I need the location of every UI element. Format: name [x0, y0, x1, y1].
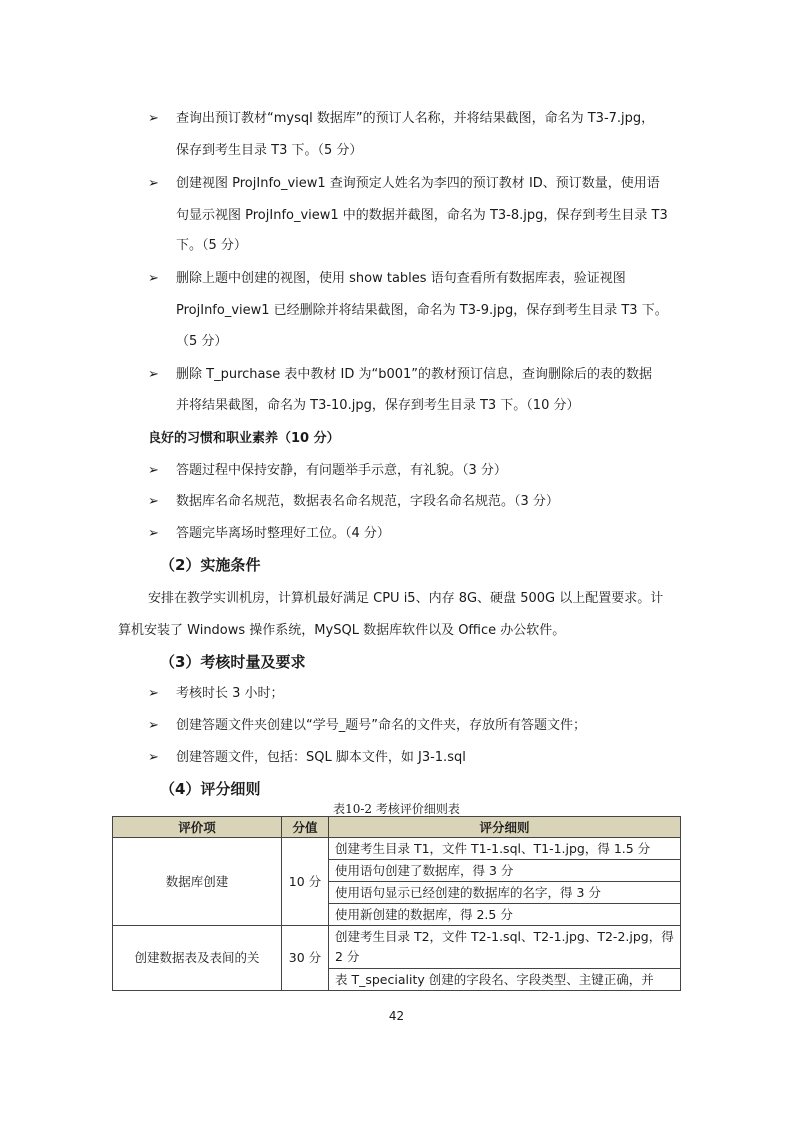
task-line: ProjInfo_view1 已经删除并将结果截图，命名为 T3-9.jpg，保存到考生目录 T3 下。	[176, 303, 668, 318]
score-cell: 30 分	[282, 926, 329, 991]
task-line: 删除 T_purchase 表中教材 ID 为“b001”的教材预订信息，查询删除后的表的数据	[176, 367, 653, 382]
item-cell: 创建数据表及表间的关	[113, 926, 282, 991]
habits-heading: 良好的习惯和职业素养（10 分）	[148, 431, 340, 446]
bullet-icon: ➢	[148, 271, 159, 286]
task-line: 查询出预订教材“mysql 数据库”的预订人名称，并将结果截图，命名为 T3-7.jpg，	[176, 111, 655, 126]
bullet-icon: ➢	[148, 367, 159, 382]
table-row	[113, 838, 681, 860]
habit-item: 答题过程中保持安静，有问题举手示意，有礼貌。（3 分）	[176, 463, 507, 478]
bullet-icon: ➢	[148, 526, 159, 541]
bullet-icon: ➢	[148, 463, 159, 478]
requirement-item: 考核时长 3 小时；	[176, 686, 284, 701]
detail-cell: 使用语句创建了数据库，得 3 分	[329, 860, 681, 882]
detail-cell: 创建考生目录 T2，文件 T2-1.sql、T2-1.jpg、T2-2.jpg，得 2 分	[329, 926, 681, 969]
bullet-icon: ➢	[148, 686, 159, 701]
task-line: 保存到考生目录 T3 下。（5 分）	[176, 143, 363, 158]
item-cell: 数据库创建	[113, 838, 282, 926]
paragraph-line: 安排在教学实训机房，计算机最好满足 CPU i5、内存 8G、硬盘 500G 以上配置要求。计	[148, 591, 664, 606]
column-header: 评价项	[113, 817, 282, 838]
detail-cell: 使用语句显示已经创建的数据库的名字，得 3 分	[329, 882, 681, 904]
bullet-icon: ➢	[148, 176, 159, 191]
detail-cell: 使用新创建的数据库，得 2.5 分	[329, 904, 681, 926]
bullet-icon: ➢	[148, 718, 159, 733]
task-line: 并将结果截图，命名为 T3-10.jpg，保存到考生目录 T3 下。（10 分）	[176, 398, 580, 413]
detail-cell: 表 T_speciality 创建的字段名、字段类型、主键正确，并	[329, 969, 681, 991]
bullet-icon: ➢	[148, 494, 159, 509]
bullet-icon: ➢	[148, 111, 159, 126]
bullet-icon: ➢	[148, 750, 159, 765]
section-title: （4）评分细则	[160, 780, 261, 798]
rubric-table	[112, 816, 681, 991]
task-line: 句显示视图 ProjInfo_view1 中的数据并截图，命名为 T3-8.jpg，保存到考生目录 T3	[176, 208, 668, 223]
habit-item: 答题完毕离场时整理好工位。（4 分）	[176, 526, 390, 541]
detail-cell: 创建考生目录 T1，文件 T1-1.sql、T1-1.jpg，得 1.5 分	[329, 838, 681, 860]
task-line: 下。（5 分）	[176, 238, 247, 253]
section-title: （2）实施条件	[160, 556, 261, 574]
section-title: （3）考核时量及要求	[160, 653, 306, 671]
requirement-item: 创建答题文件夹创建以“学号_题号”命名的文件夹，存放所有答题文件；	[176, 718, 586, 733]
table-caption: 表10-2 考核评价细则表	[333, 802, 460, 816]
habit-item: 数据库名命名规范，数据表名命名规范，字段名命名规范。（3 分）	[176, 494, 559, 509]
page-number: 42	[388, 1009, 405, 1023]
requirement-item: 创建答题文件，包括：SQL 脚本文件，如 J3-1.sql	[176, 750, 466, 765]
task-line: （5 分）	[176, 334, 228, 349]
table-row	[113, 926, 681, 969]
column-header: 评分细则	[329, 817, 681, 838]
task-line: 删除上题中创建的视图，使用 show tables 语句查看所有数据库表，验证视图	[176, 271, 626, 286]
task-line: 创建视图 ProjInfo_view1 查询预定人姓名为李四的预订教材 ID、预订数量，使用语	[176, 176, 660, 191]
column-header: 分值	[282, 817, 329, 838]
score-cell: 10 分	[282, 838, 329, 926]
paragraph-line: 算机安装了 Windows 操作系统，MySQL 数据库软件以及 Office 办公软件。	[118, 623, 566, 638]
table-header-row	[113, 817, 681, 838]
